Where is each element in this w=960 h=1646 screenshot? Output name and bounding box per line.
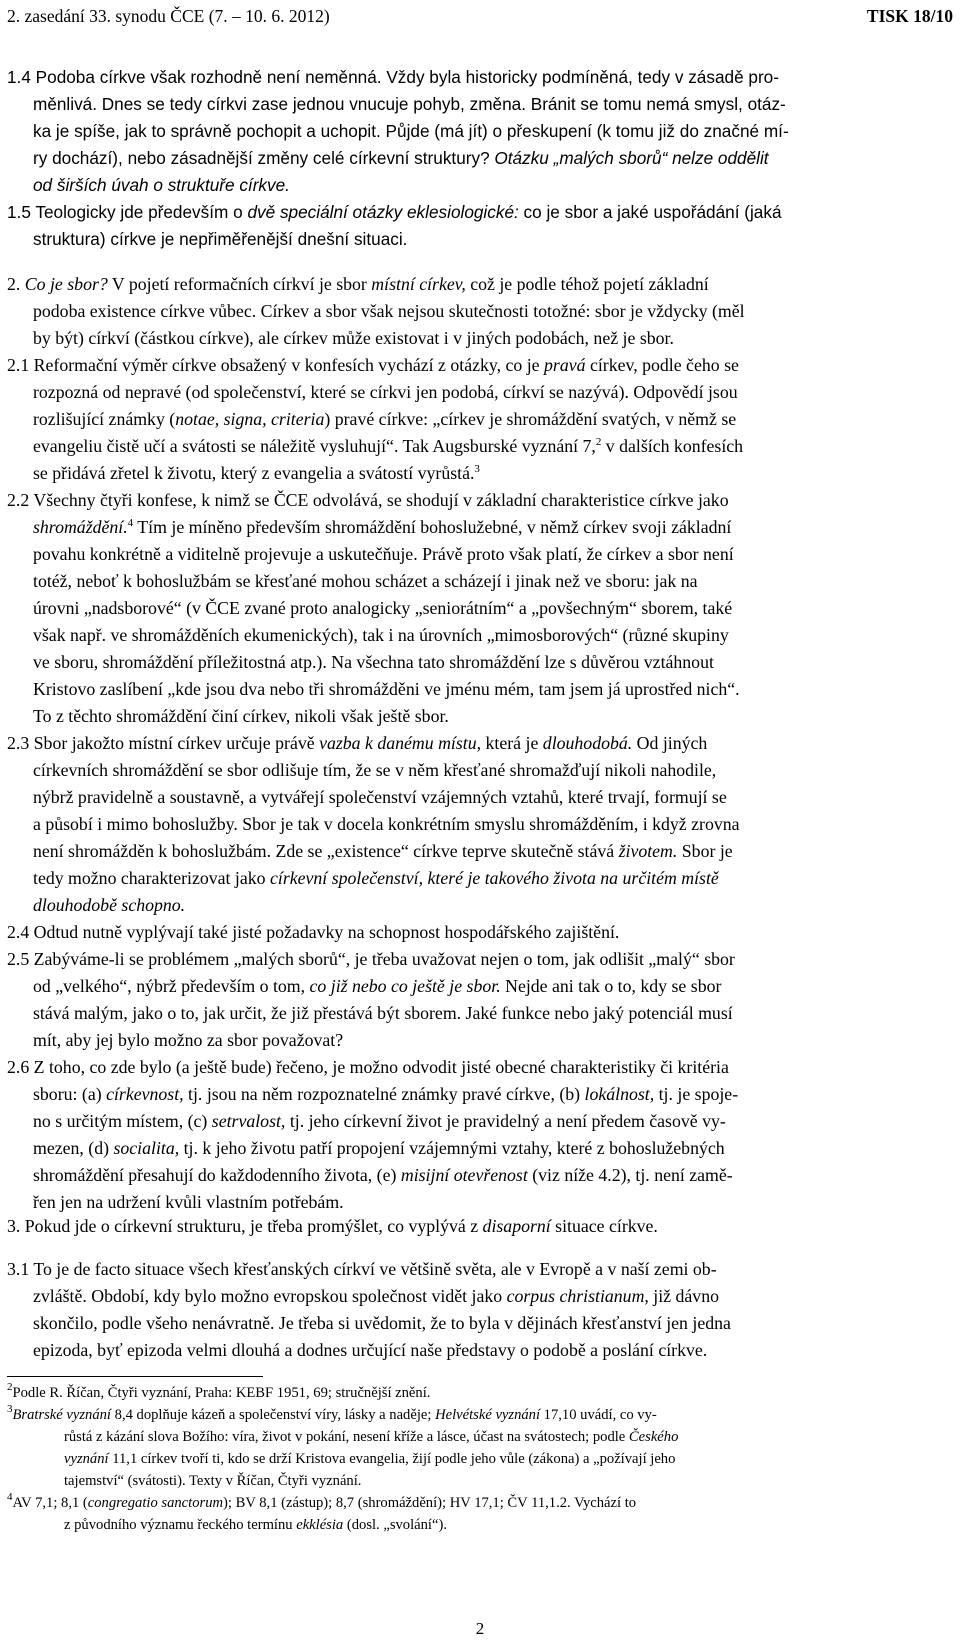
- text-line: od širších úvah o struktuře církve.: [33, 175, 290, 195]
- footnote-ref: 3: [474, 463, 480, 475]
- text-line: ve sboru, shromáždění příležitostná atp.). Na všechna tato shromáždění lze s důvěrou vztáhnout: [33, 652, 714, 672]
- header-session-title: 2. zasedání 33. synodu ČCE (7. – 10. 6. 2012): [7, 6, 330, 26]
- header-print-number: TISK 18/10: [866, 6, 953, 26]
- text-line: mít, aby jej bylo možno za sbor považovat?: [33, 1030, 344, 1050]
- text-line: epizoda, byť epizoda velmi dlouhá a dodnes určující naše představy o podobě a poslání církve.: [33, 1340, 708, 1360]
- page-header: [7, 6, 953, 32]
- page-number: 2: [475, 1619, 485, 1638]
- section-3: [7, 1213, 953, 1240]
- text-line: řen jen na udržení kvůli vlastním potřebám.: [33, 1192, 344, 1212]
- footnote-2: $^2$Podle R. Říčan, Čtyři vyznání, Praha: KEBF 1951, 69; stručnější znění.: [7, 1382, 431, 1401]
- text-line: Kristovo zaslíbení „kde jsou dva nebo tři shromážděni ve jménu mém, tam jsem já uprostřed nich“.: [33, 679, 740, 699]
- text-line: rozpozná od nepravé (od společenství, které se církvi jen podobá, církví se nazývá). Odpovědí jsou: [33, 382, 738, 402]
- text-line: 2.4 Odtud nutně vyplývají také jisté požadavky na schopnost hospodářského zajištění.: [7, 922, 620, 942]
- text-line: ka je spíše, jak to správně pochopit a uchopit. Půjde (má jít) o přeskupení (k tomu již do značné mí-: [33, 121, 789, 141]
- text-line: tajemství“ (svátosti). Texty v Říčan, Čtyři vyznání.: [64, 1473, 362, 1489]
- text-line: povahu konkrétně a viditelně projevuje a uskutečňuje. Právě proto však platí, že církev a sbor není: [33, 544, 734, 564]
- paragraph-3-1: [7, 1256, 953, 1364]
- text-line: sboru: (a) církevnost, tj. jsou na něm rozpoznatelné známky pravé církve, (b) lokálnost, tj. je spoje-: [33, 1084, 739, 1104]
- text-line: se přidává zřetel k životu, který z evangelia a svátostí vyrůstá.$^3$: [33, 463, 480, 483]
- footnote-3: $^3$Bratrské vyznání 8,4 doplňuje kázeň a společenství víry, lásky a naděje; Helvétské vyznání 17,10 uvádí, co vy-: [7, 1404, 657, 1423]
- text-line: 2.6 Z toho, co zde bylo (a ještě bude) řečeno, je možno odvodit jisté obecné charakteristiky či kritéria: [7, 1057, 729, 1077]
- text-line: shromáždění.$^4$ Tím je míněno především shromáždění bohoslužebné, v němž církev svoji základní: [33, 517, 732, 537]
- paragraph-1-5: [7, 199, 953, 253]
- paragraph-2-6: [7, 1054, 953, 1216]
- text-line: by být) církví (částkou církve), ale církev může existovat i v jiných podobách, než je sbor.: [33, 328, 674, 348]
- text-line: 2.1 Reformační výměr církve obsažený v konfesích vychází z otázky, co je pravá církev, podle čeho se: [7, 355, 739, 375]
- text-line: 2. Co je sbor? V pojetí reformačních církví je sbor místní církev, což je podle téhož pojetí základní: [7, 274, 709, 294]
- text-line: 1.4 Podoba církve však rozhodně není neměnná. Vždy byla historicky podmíněná, tedy v zásadě pro-: [7, 67, 779, 87]
- text-line: církevních shromáždění se sbor odlišuje tím, že se v něm křesťané shromažďují nikoli nahodile,: [33, 760, 717, 780]
- paragraph-2-5: [7, 946, 953, 1054]
- text-line: 2.2 Všechny čtyři konfese, k nimž se ČCE odvolává, se shodují v základní charakteristice církve jako: [7, 490, 729, 510]
- text-line: struktura) církve je nepřiměřenější dnešní situaci.: [33, 229, 408, 249]
- text-line: však např. ve shromážděních ekumenických), tak i na úrovních „mimosborových“ (různé skupiny: [33, 625, 729, 645]
- text-line: stává malým, jako o to, jak určit, že již přestává být sborem. Jaké funkce nebo jaký potenciál musí: [33, 1003, 733, 1023]
- text-line: tedy možno charakterizovat jako církevní společenství, které je takového života na určitém místě: [33, 868, 719, 888]
- footnote-separator: [7, 1376, 263, 1377]
- paragraph-2-1: [7, 352, 953, 487]
- text-line: měnlivá. Dnes se tedy církvi zase jednou vnucuje pohyb, změna. Bránit se tomu nemá smysl, otáz-: [33, 94, 786, 114]
- text-line: no s určitým místem, (c) setrvalost, tj. jeho církevní život je pravidelný a není předem časově vy-: [33, 1111, 726, 1131]
- footnote-4: $^4$AV 7,1; 8,1 (congregatio sanctorum); BV 8,1 (zástup); 8,7 (shromáždění); HV 17,1; ČV 11,1.2. Vychází to: [7, 1492, 637, 1511]
- text-line: 3. Pokud jde o církevní strukturu, je třeba promýšlet, co vyplývá z disaporní situace církve.: [7, 1216, 658, 1236]
- text-line: podoba existence církve vůbec. Církev a sbor však nejsou skutečnosti totožné: sbor je vždycky (měl: [33, 301, 745, 321]
- text-line: shromáždění přesahují do každodenního života, (e) misijní otevřenost (viz níže 4.2), tj. není zamě-: [33, 1165, 733, 1185]
- text-line: není shromážděn k bohoslužbám. Zde se „existence“ církve teprve skutečně stává životem. Sbor je: [33, 841, 733, 861]
- text-line: 3.1 To je de facto situace všech křesťanských církví ve většině světa, ale v Evropě a v naší zemi ob-: [7, 1259, 717, 1279]
- paragraph-2-3: [7, 730, 953, 919]
- text-line: úrovni „nadsborové“ (v ČCE zvané proto analogicky „seniorátním“ a „povšechným“ sborem, také: [33, 598, 733, 618]
- paragraph-2-2: [7, 487, 953, 730]
- text-line: a působí i mimo bohoslužby. Sbor je tak v docela konkrétním smyslu shromážděním, i když zrovna: [33, 814, 740, 834]
- text-line: dlouhodobě schopno.: [33, 895, 186, 915]
- text-line: růstá z kázání slova Božího: víra, život v pokání, nesení kříže a lásce, účast na svátostech; podle Českého: [64, 1429, 679, 1445]
- footnote-ref: 4: [127, 517, 134, 529]
- text-line: mezen, (d) socialita, tj. k jeho životu patří propojení vzájemnými vztahy, které z bohoslužebných: [33, 1138, 725, 1158]
- paragraph-2-4: [7, 919, 953, 946]
- text-line: od „velkého“, nýbrž především o tom, co již nebo co ještě je sbor. Nejde ani tak o to, kdy se sbor: [33, 976, 722, 996]
- text-line: 1.5 Teologicky jde především o dvě speciální otázky eklesiologické: co je sbor a jaké uspořádání (jaká: [7, 202, 782, 222]
- text-line: 2.5 Zabýváme-li se problémem „malých sborů“, je třeba uvažovat nejen o tom, jak odlišit „malý“ sbor: [7, 949, 735, 969]
- paragraph-1-4: [7, 64, 953, 199]
- text-line: nýbrž pravidelně a soustavně, a vytvářejí společenství vzájemných vztahů, které trvají, formují se: [33, 787, 727, 807]
- text-line: To z těchto shromáždění činí církev, nikoli však ještě sbor.: [33, 706, 449, 726]
- text-line: skončilo, podle všeho nenávratně. Je třeba si uvědomit, že to byla v dějinách křesťanství jen jedna: [33, 1313, 731, 1333]
- text-line: evangeliu čistě učí a svátosti se náležitě vysluhují“. Tak Augsburské vyznání 7,$^2$ v dalších konfesích: [33, 436, 744, 456]
- text-line: totéž, neboť k bohoslužbám se křesťané mohou scházet a scházejí i jinak než ve sboru: jak na: [33, 571, 698, 591]
- text-line: rozlišující známky (notae, signa, criteria) pravé církve: „církev je shromáždění svatých, v němž se: [33, 409, 737, 429]
- text-line: vyznání 11,1 církev tvoří ti, kdo se drží Kristova evangelia, žijí podle jeho vůle (zákona) a „požívají jeho: [64, 1451, 676, 1467]
- footnote-ref: 2: [595, 436, 602, 448]
- text-line: ry dochází), nebo zásadnější změny celé církevní struktury? Otázku „malých sborů“ nelze oddělit: [33, 148, 769, 168]
- text-line: zvláště. Období, kdy bylo možno evropskou společnost vidět jako corpus christianum, již dávno: [33, 1286, 719, 1306]
- text-line: 2.3 Sbor jakožto místní církev určuje právě vazba k danému místu, která je dlouhodobá. Od jiných: [7, 733, 708, 753]
- text-line: z původního významu řeckého termínu ekklésia (dosl. „svolání“).: [64, 1517, 447, 1533]
- section-2: [7, 271, 953, 352]
- footnotes: [7, 1382, 953, 1536]
